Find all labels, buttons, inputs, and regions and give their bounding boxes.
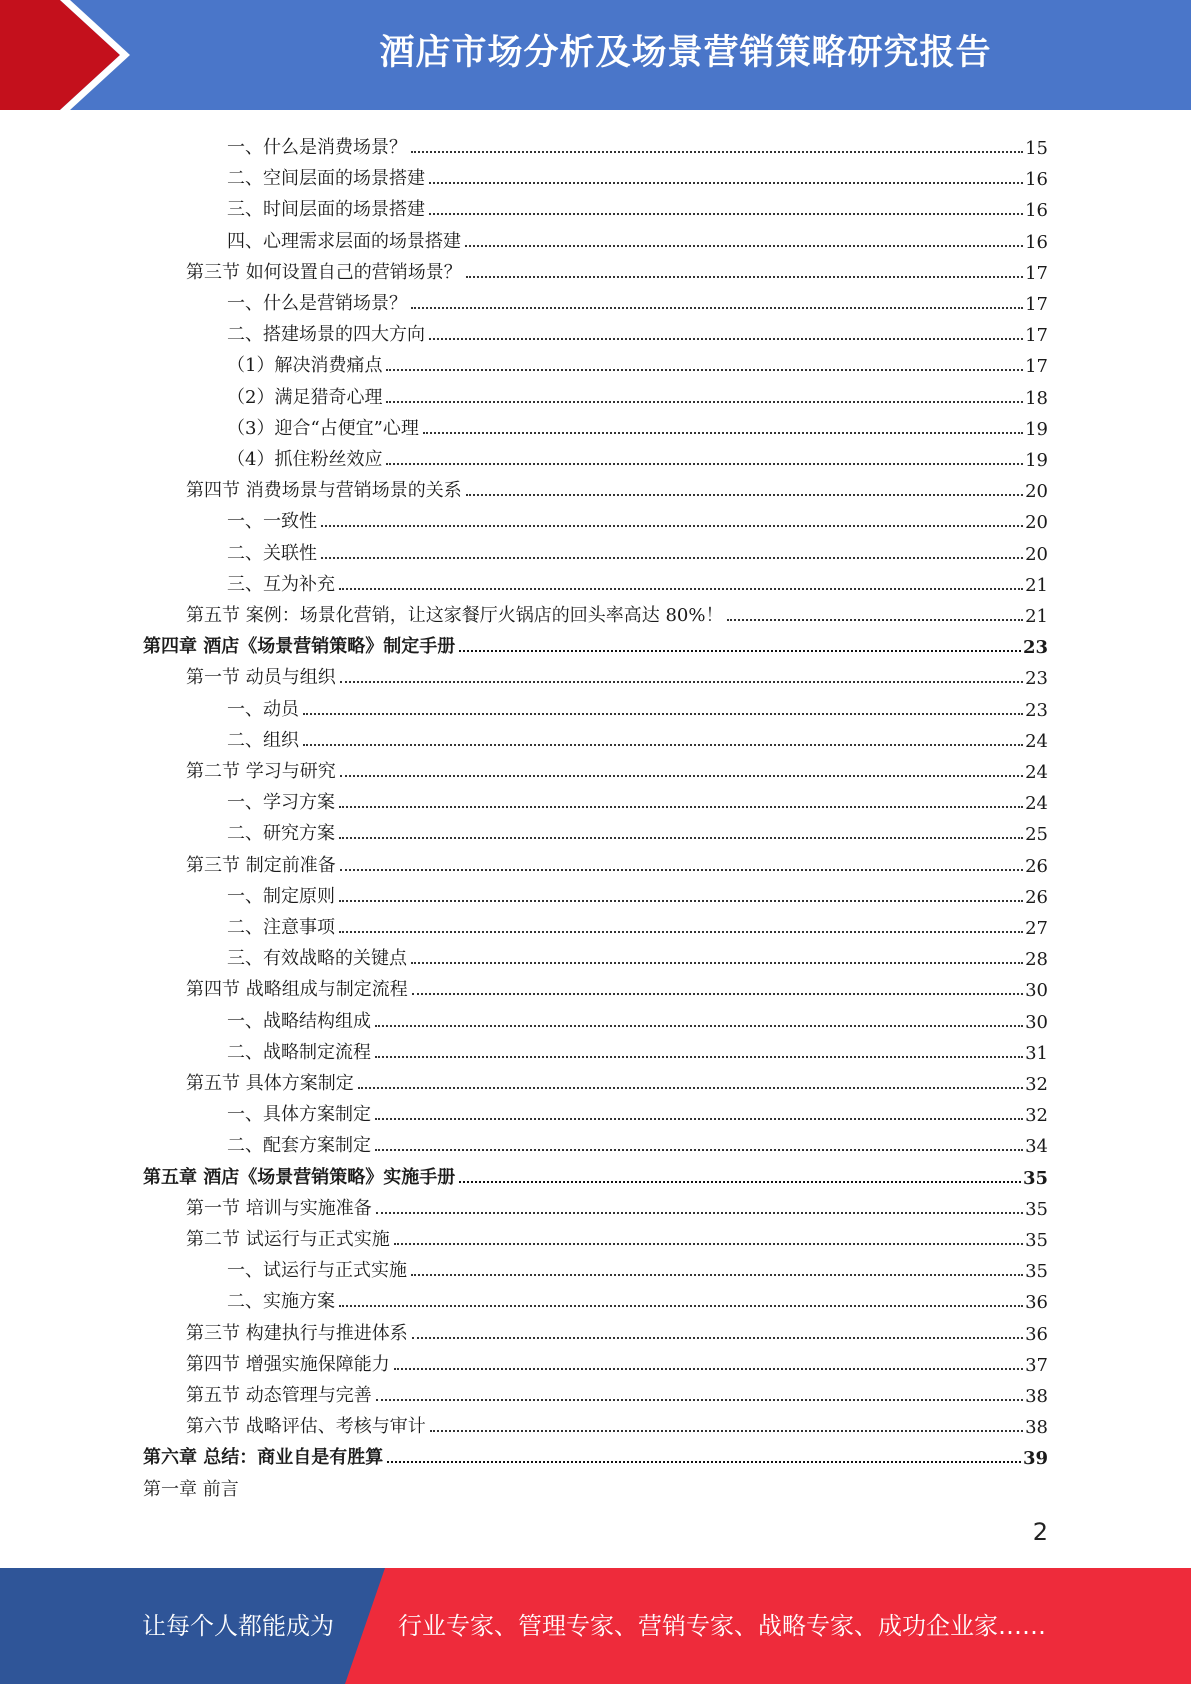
toc-dot-leader	[411, 151, 1023, 153]
toc-dot-leader	[412, 1337, 1023, 1339]
toc-dot-leader	[339, 931, 1023, 933]
toc-entry-page: 23	[1022, 637, 1048, 659]
toc-entry-label: 二、配套方案制定	[227, 1135, 371, 1157]
toc-entry-page: 19	[1025, 450, 1048, 471]
toc-entry[interactable]	[186, 1314, 1048, 1345]
toc-entry-page: 26	[1025, 855, 1048, 877]
toc-entry[interactable]	[186, 658, 1048, 689]
toc-dot-leader	[466, 494, 1023, 496]
toc-dot-leader	[386, 401, 1023, 403]
toc-entry-page: 23	[1025, 699, 1048, 721]
toc-entry-label: 第五节 动态管理与完善	[186, 1385, 372, 1406]
toc-entry-label: 第三节 如何设置自己的营销场景？	[186, 261, 462, 283]
toc-entry[interactable]	[227, 190, 1048, 221]
toc-entry-page: 24	[1025, 762, 1048, 783]
toc-entry[interactable]	[186, 846, 1048, 877]
toc-entry[interactable]	[143, 1470, 1048, 1501]
toc-entry[interactable]	[186, 1345, 1048, 1376]
toc-entry-page: 35	[1022, 1167, 1048, 1189]
toc-entry-label: 第四章 酒店《场景营销策略》制定手册	[143, 636, 456, 658]
toc-entry[interactable]	[227, 908, 1048, 939]
toc-entry-label: 二、研究方案	[227, 823, 335, 845]
toc-entry-page: 16	[1025, 169, 1048, 191]
toc-entry-page: 19	[1025, 418, 1048, 440]
toc-dot-leader	[376, 1399, 1023, 1401]
toc-entry[interactable]	[227, 1095, 1048, 1126]
toc-entry-label: （2）满足猎奇心理	[227, 386, 383, 408]
toc-entry-page: 24	[1025, 793, 1048, 815]
toc-dot-leader	[387, 1461, 1021, 1463]
toc-entry-page: 17	[1025, 356, 1048, 378]
toc-entry[interactable]	[227, 783, 1048, 814]
page-footer	[0, 1568, 1191, 1684]
toc-entry-label: 第一节 培训与实施准备	[186, 1197, 372, 1219]
toc-entry-page: 16	[1025, 231, 1048, 253]
toc-entry-label: 第四节 战略组成与制定流程	[186, 979, 408, 1001]
toc-entry-page: 35	[1025, 1261, 1048, 1283]
toc-entry-label: 第六章 总结：商业自是有胜算	[143, 1447, 384, 1469]
toc-entry-label: （3）迎合“占便宜”心理	[227, 417, 419, 439]
toc-entry[interactable]	[227, 721, 1048, 752]
toc-dot-leader	[358, 1087, 1023, 1089]
toc-dot-leader	[339, 837, 1023, 839]
toc-entry[interactable]	[227, 222, 1048, 253]
toc-entry-page: 35	[1025, 1230, 1048, 1251]
toc-entry-label: （4）抓住粉丝效应	[227, 449, 383, 470]
toc-entry-page: 36	[1025, 1323, 1048, 1345]
toc-entry[interactable]	[227, 128, 1048, 159]
toc-entry[interactable]	[227, 814, 1048, 845]
toc-dot-leader	[375, 1056, 1023, 1058]
toc-dot-leader	[339, 588, 1023, 590]
toc-entry[interactable]	[227, 565, 1048, 596]
toc-dot-leader	[459, 650, 1021, 652]
toc-entry-page: 24	[1025, 730, 1048, 752]
toc-dot-leader	[429, 213, 1023, 215]
toc-entry[interactable]	[227, 159, 1048, 190]
toc-dot-leader	[375, 1025, 1023, 1027]
toc-entry-page: 34	[1025, 1136, 1048, 1158]
toc-entry-label: 一、一致性	[227, 511, 317, 533]
toc-entry[interactable]	[227, 378, 1048, 409]
toc-dot-leader	[321, 557, 1023, 559]
toc-entry-label: 第四节 消费场景与营销场景的关系	[186, 480, 462, 502]
toc-entry[interactable]	[227, 690, 1048, 721]
toc-dot-leader	[321, 525, 1023, 527]
toc-entry[interactable]	[186, 1376, 1048, 1407]
toc-entry-page: 30	[1025, 980, 1048, 1002]
toc-entry-label: 第六节 战略评估、考核与审计	[186, 1416, 426, 1438]
toc-entry-page: 20	[1025, 512, 1048, 534]
page-header	[0, 0, 1191, 110]
toc-entry-page: 18	[1025, 387, 1048, 409]
toc-entry-label: 三、互为补充	[227, 573, 335, 595]
toc-dot-leader	[459, 1181, 1021, 1183]
toc-dot-leader	[429, 338, 1023, 340]
footer-slogan-left: 让每个人都能成为	[142, 1612, 334, 1640]
toc-entry-label: 三、有效战略的关键点	[227, 948, 407, 970]
toc-entry[interactable]	[227, 1002, 1048, 1033]
toc-dot-leader	[303, 744, 1023, 746]
toc-entry[interactable]	[186, 1064, 1048, 1095]
page-number: 2	[1032, 1518, 1048, 1546]
toc-entry-label: 一、战略结构组成	[227, 1010, 371, 1032]
toc-entry-label: 一、具体方案制定	[227, 1104, 371, 1126]
toc-entry-label: 二、关联性	[227, 542, 317, 564]
toc-entry[interactable]	[186, 253, 1048, 284]
toc-entry[interactable]	[227, 1282, 1048, 1313]
toc-entry[interactable]	[227, 315, 1048, 346]
toc-entry-page: 30	[1025, 1011, 1048, 1033]
toc-dot-leader	[340, 775, 1023, 777]
toc-entry[interactable]	[143, 1438, 1048, 1469]
toc-entry[interactable]	[227, 877, 1048, 908]
toc-entry[interactable]	[227, 284, 1048, 315]
toc-entry-page: 20	[1025, 481, 1048, 503]
toc-entry-label: 第一节 动员与组织	[186, 667, 336, 689]
toc-entry[interactable]	[227, 1251, 1048, 1282]
toc-entry-label: 一、动员	[227, 698, 299, 720]
toc-dot-leader	[394, 1243, 1023, 1245]
toc-entry-page: 17	[1025, 262, 1048, 284]
toc-entry-label: 一、什么是营销场景？	[227, 293, 407, 314]
toc-entry-page: 39	[1022, 1448, 1048, 1470]
toc-entry-label: 二、搭建场景的四大方向	[227, 324, 425, 346]
toc-dot-leader	[727, 619, 1023, 621]
toc-entry[interactable]	[186, 1189, 1048, 1220]
toc-entry-page: 32	[1025, 1105, 1048, 1127]
toc-dot-leader	[386, 369, 1023, 371]
toc-entry-label: 第三节 制定前准备	[186, 854, 336, 876]
toc-dot-leader	[411, 962, 1023, 964]
toc-entry-page: 35	[1025, 1198, 1048, 1220]
toc-entry[interactable]	[227, 1033, 1048, 1064]
toc-entry-label: 第二节 试运行与正式实施	[186, 1229, 390, 1250]
toc-entry[interactable]	[143, 1158, 1048, 1189]
toc-dot-leader	[376, 1212, 1023, 1214]
toc-dot-leader	[375, 1149, 1023, 1151]
toc-dot-leader	[412, 993, 1023, 995]
toc-dot-leader	[339, 1305, 1023, 1307]
toc-entry-page: 36	[1025, 1292, 1048, 1314]
toc-entry[interactable]	[227, 346, 1048, 377]
document-title: 酒店市场分析及场景营销策略研究报告	[379, 33, 992, 73]
toc-entry-label: 一、制定原则	[227, 885, 335, 907]
toc-entry[interactable]	[227, 1126, 1048, 1157]
toc-entry-label: 一、试运行与正式实施	[227, 1260, 407, 1282]
toc-entry-page: 15	[1025, 138, 1048, 159]
toc-entry-label: 二、战略制定流程	[227, 1041, 371, 1063]
toc-dot-leader	[429, 182, 1023, 184]
toc-entry-page: 16	[1025, 200, 1048, 222]
toc-entry-label: 三、时间层面的场景搭建	[227, 199, 425, 221]
toc-entry-label: 第五节 具体方案制定	[186, 1073, 354, 1094]
toc-entry-label: （1）解决消费痛点	[227, 355, 383, 377]
toc-entry[interactable]	[227, 534, 1048, 565]
toc-dot-leader	[375, 1118, 1023, 1120]
toc-entry[interactable]	[227, 409, 1048, 440]
toc-entry-label: 第四节 增强实施保障能力	[186, 1353, 390, 1375]
toc-entry[interactable]	[227, 939, 1048, 970]
toc-entry-label: 一、什么是消费场景？	[227, 137, 407, 158]
toc-entry-label: 第二节 学习与研究	[186, 761, 336, 782]
toc-dot-leader	[430, 1430, 1023, 1432]
toc-dot-leader	[340, 681, 1023, 683]
toc-dot-leader	[394, 1368, 1023, 1370]
toc-entry-page: 17	[1025, 325, 1048, 347]
toc-entry[interactable]	[227, 502, 1048, 533]
toc-entry-label: 四、心理需求层面的场景搭建	[227, 230, 461, 252]
toc-entry-page: 28	[1025, 949, 1048, 971]
toc-entry-page: 25	[1025, 824, 1048, 846]
toc-entry-page: 37	[1025, 1354, 1048, 1376]
toc-entry[interactable]	[227, 440, 1048, 471]
toc-dot-leader	[339, 806, 1023, 808]
toc-entry-label: 一、学习方案	[227, 792, 335, 814]
toc-entry[interactable]	[186, 1220, 1048, 1251]
toc-entry[interactable]	[186, 752, 1048, 783]
toc-entry-label: 二、实施方案	[227, 1291, 335, 1313]
toc-entry[interactable]	[143, 627, 1048, 658]
toc-entry-page: 32	[1025, 1074, 1048, 1095]
toc-entry-page: 27	[1025, 918, 1048, 939]
toc-entry[interactable]	[186, 970, 1048, 1001]
toc-entry[interactable]	[186, 471, 1048, 502]
toc-entry-label: 第三节 构建执行与推进体系	[186, 1322, 408, 1344]
toc-entry[interactable]	[186, 596, 1048, 627]
toc-dot-leader	[411, 307, 1023, 309]
toc-entry-page: 31	[1025, 1042, 1048, 1064]
toc-entry-label: 第一章 前言	[143, 1478, 239, 1500]
toc-entry-page: 38	[1025, 1386, 1048, 1407]
toc-entry-label: 二、空间层面的场景搭建	[227, 168, 425, 190]
toc-entry-page: 21	[1025, 606, 1048, 627]
toc-dot-leader	[465, 245, 1023, 247]
toc-dot-leader	[340, 869, 1023, 871]
toc-entry-page: 21	[1025, 574, 1048, 596]
toc-dot-leader	[303, 713, 1023, 715]
toc-entry[interactable]	[186, 1407, 1048, 1438]
toc-dot-leader	[466, 276, 1023, 278]
toc-entry-page: 38	[1025, 1417, 1048, 1439]
toc-entry-page: 20	[1025, 543, 1048, 565]
toc-entry-label: 二、组织	[227, 729, 299, 751]
footer-slogan-right: 行业专家、管理专家、营销专家、战略专家、成功企业家……	[398, 1612, 1046, 1640]
toc-dot-leader	[339, 900, 1023, 902]
toc-entry-page: 17	[1025, 294, 1048, 315]
toc-entry-label: 二、注意事项	[227, 917, 335, 938]
toc-entry-page: 23	[1025, 668, 1048, 690]
toc-entry-label: 第五章 酒店《场景营销策略》实施手册	[143, 1166, 456, 1188]
toc-dot-leader	[423, 432, 1023, 434]
toc-dot-leader	[411, 1274, 1023, 1276]
toc-entry-page: 26	[1025, 886, 1048, 908]
toc-entry-label: 第五节 案例：场景化营销，让这家餐厅火锅店的回头率高达 80%！	[186, 605, 724, 626]
toc-dot-leader	[386, 463, 1023, 465]
